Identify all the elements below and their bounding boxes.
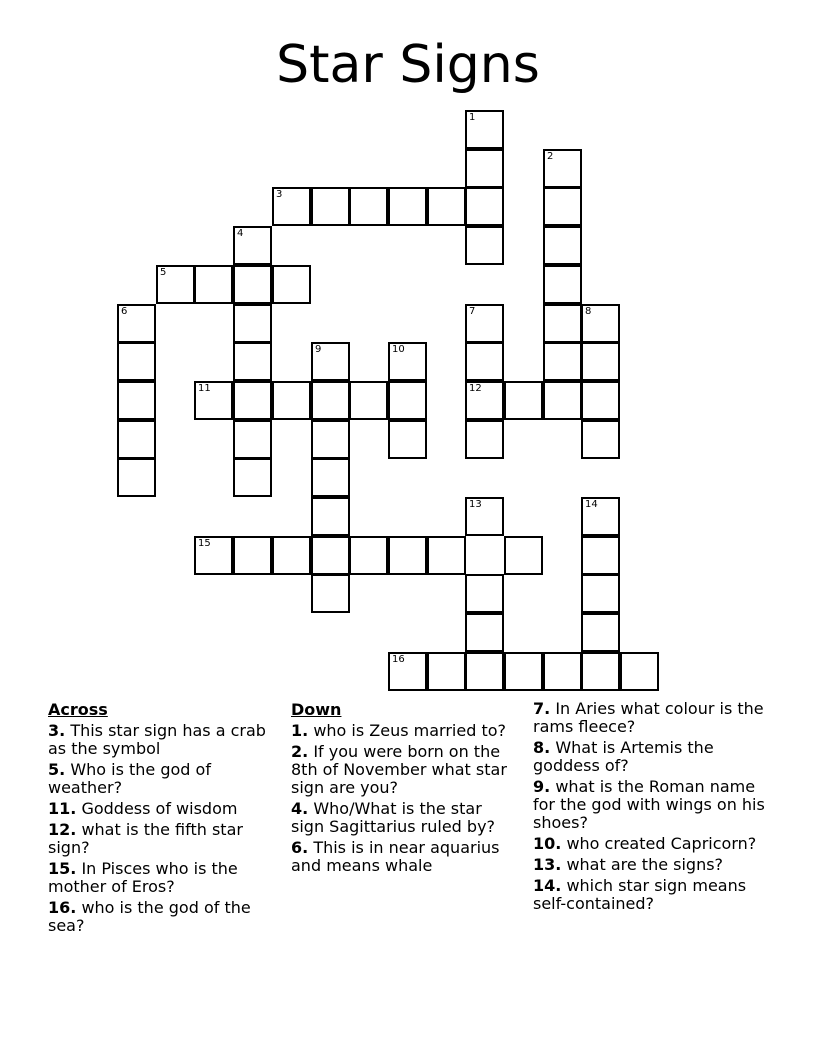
grid-cell[interactable] xyxy=(233,536,272,575)
clue-item xyxy=(48,761,280,797)
clue-number: 6. xyxy=(291,838,309,857)
clue-number: 16. xyxy=(48,898,77,917)
grid-cell[interactable] xyxy=(465,420,504,459)
clue-number: 16 xyxy=(392,654,405,665)
clue-number: 15 xyxy=(198,538,211,549)
grid-cell[interactable] xyxy=(465,342,504,381)
clue-item xyxy=(533,877,773,913)
grid-cell[interactable] xyxy=(388,381,427,420)
clue-item xyxy=(533,739,773,775)
grid-cell[interactable] xyxy=(388,187,427,226)
grid-cell[interactable] xyxy=(620,652,659,691)
grid-cell[interactable] xyxy=(504,652,543,691)
grid-cell[interactable] xyxy=(581,420,620,459)
grid-cell[interactable] xyxy=(272,187,311,226)
grid-cell[interactable] xyxy=(581,613,620,652)
grid-cell[interactable] xyxy=(581,381,620,420)
grid-cell[interactable] xyxy=(543,381,582,420)
clue-number: 8 xyxy=(585,306,592,317)
clue-number: 9 xyxy=(315,344,322,355)
grid-cell[interactable] xyxy=(272,381,311,420)
grid-cell[interactable] xyxy=(349,187,388,226)
down-clue-list-continued xyxy=(533,700,773,913)
clue-number: 8. xyxy=(533,738,551,757)
grid-cell[interactable] xyxy=(543,265,582,304)
clue-item xyxy=(291,800,516,836)
grid-cell[interactable] xyxy=(504,536,543,575)
grid-cell[interactable] xyxy=(349,381,388,420)
grid-cell[interactable] xyxy=(427,652,466,691)
clue-number: 12. xyxy=(48,820,77,839)
grid-cell[interactable] xyxy=(388,652,427,691)
clue-text: which star sign means self-contained? xyxy=(533,876,747,913)
clue-number: 6 xyxy=(121,306,128,317)
grid-cell[interactable] xyxy=(233,381,272,420)
grid-cell[interactable] xyxy=(465,149,504,188)
grid-cell[interactable] xyxy=(311,381,350,420)
clue-number: 5 xyxy=(160,267,167,278)
across-clues xyxy=(48,700,280,938)
grid-cell[interactable] xyxy=(465,574,504,613)
grid-cell[interactable] xyxy=(465,613,504,652)
clue-text: This star sign has a crab as the symbol xyxy=(48,721,266,758)
clue-number: 13 xyxy=(469,499,482,510)
clue-item xyxy=(48,899,280,935)
grid-cell[interactable] xyxy=(465,381,504,420)
clue-number: 14. xyxy=(533,876,562,895)
clue-text: what is the fifth star sign? xyxy=(48,820,243,857)
grid-cell[interactable] xyxy=(194,536,233,575)
grid-cell[interactable] xyxy=(117,381,156,420)
grid-cell[interactable] xyxy=(465,497,504,536)
clue-item xyxy=(533,700,773,736)
clue-number: 2. xyxy=(291,742,309,761)
clue-item xyxy=(291,839,516,875)
clue-item xyxy=(533,778,773,832)
grid-cell[interactable] xyxy=(543,226,582,265)
grid-cell[interactable] xyxy=(465,187,504,226)
clue-item xyxy=(48,860,280,896)
clue-number: 10 xyxy=(392,344,405,355)
grid-cell[interactable] xyxy=(272,265,311,304)
grid-cell[interactable] xyxy=(465,652,504,691)
grid-cell[interactable] xyxy=(581,652,620,691)
grid-cell[interactable] xyxy=(427,536,466,575)
clue-number: 12 xyxy=(469,383,482,394)
grid-cell[interactable] xyxy=(156,265,195,304)
grid-cell[interactable] xyxy=(581,497,620,536)
clue-number: 13. xyxy=(533,855,562,874)
grid-cell[interactable] xyxy=(427,187,466,226)
grid-cell[interactable] xyxy=(349,536,388,575)
grid-cell[interactable] xyxy=(117,458,156,497)
clue-number: 7. xyxy=(533,699,551,718)
clue-item xyxy=(291,722,516,740)
clue-number: 1 xyxy=(469,112,476,123)
clue-number: 9. xyxy=(533,777,551,796)
grid-cell[interactable] xyxy=(543,149,582,188)
clue-item xyxy=(291,743,516,797)
grid-cell[interactable] xyxy=(504,381,543,420)
grid-cell[interactable] xyxy=(465,226,504,265)
grid-cell[interactable] xyxy=(272,536,311,575)
clue-number: 15. xyxy=(48,859,77,878)
clue-text: Goddess of wisdom xyxy=(81,799,238,818)
clue-number: 1. xyxy=(291,721,309,740)
clue-text: Who is the god of weather? xyxy=(48,760,211,797)
grid-cell[interactable] xyxy=(581,342,620,381)
grid-cell[interactable] xyxy=(233,304,272,343)
grid-cell[interactable] xyxy=(311,536,350,575)
clue-text: What is Artemis the goddess of? xyxy=(533,738,714,775)
grid-cell[interactable] xyxy=(194,265,233,304)
clue-text: In Aries what colour is the rams fleece? xyxy=(533,699,764,736)
grid-cell[interactable] xyxy=(465,304,504,343)
clue-number: 4 xyxy=(237,228,244,239)
puzzle-title: Star Signs xyxy=(276,35,540,95)
clue-number: 10. xyxy=(533,834,562,853)
grid-cell[interactable] xyxy=(311,574,350,613)
clue-text: who is the god of the sea? xyxy=(48,898,251,935)
grid-cell[interactable] xyxy=(233,342,272,381)
grid-cell[interactable] xyxy=(581,304,620,343)
grid-cell[interactable] xyxy=(543,652,582,691)
across-clue-list xyxy=(48,722,280,935)
clue-text: Who/What is the star sign Sagittarius ruled by? xyxy=(291,799,496,836)
down-clues xyxy=(291,700,516,878)
grid-cell[interactable] xyxy=(117,342,156,381)
grid-cell[interactable] xyxy=(388,420,427,459)
clue-number: 3. xyxy=(48,721,66,740)
grid-cell[interactable] xyxy=(388,536,427,575)
down-clues-continued xyxy=(533,700,773,916)
clue-item xyxy=(533,856,773,874)
grid-cell[interactable] xyxy=(465,110,504,149)
grid-cell[interactable] xyxy=(311,458,350,497)
grid-cell[interactable] xyxy=(117,420,156,459)
grid-cell[interactable] xyxy=(311,497,350,536)
grid-cell[interactable] xyxy=(581,574,620,613)
grid-cell[interactable] xyxy=(194,381,233,420)
grid-cell[interactable] xyxy=(233,226,272,265)
clue-text: what are the signs? xyxy=(566,855,724,874)
clue-text: what is the Roman name for the god with wings on his shoes? xyxy=(533,777,765,832)
clue-text: In Pisces who is the mother of Eros? xyxy=(48,859,238,896)
grid-cell[interactable] xyxy=(543,304,582,343)
clue-number: 7 xyxy=(469,306,476,317)
clue-number: 4. xyxy=(291,799,309,818)
grid-cell[interactable] xyxy=(233,458,272,497)
clue-item xyxy=(533,835,773,853)
clue-item xyxy=(48,821,280,857)
clue-number: 5. xyxy=(48,760,66,779)
across-heading: Across xyxy=(48,700,108,719)
clue-number: 11 xyxy=(198,383,211,394)
grid-cell[interactable] xyxy=(233,420,272,459)
clue-number: 14 xyxy=(585,499,598,510)
grid-cell[interactable] xyxy=(543,342,582,381)
grid-cell[interactable] xyxy=(311,342,350,381)
clue-number: 11. xyxy=(48,799,77,818)
grid-cell[interactable] xyxy=(233,265,272,304)
grid-cell[interactable] xyxy=(117,304,156,343)
down-heading: Down xyxy=(291,700,342,719)
grid-cell[interactable] xyxy=(311,420,350,459)
clue-item xyxy=(48,800,280,818)
grid-cell[interactable] xyxy=(311,187,350,226)
grid-cell[interactable] xyxy=(581,536,620,575)
clue-number: 2 xyxy=(547,151,554,162)
grid-cell[interactable] xyxy=(543,187,582,226)
grid-cell[interactable] xyxy=(388,342,427,381)
clue-text: If you were born on the 8th of November what star sign are you? xyxy=(291,742,507,797)
clue-text: who created Capricorn? xyxy=(566,834,757,853)
clue-number: 3 xyxy=(276,189,283,200)
clue-text: who is Zeus married to? xyxy=(313,721,506,740)
clue-text: This is in near aquarius and means whale xyxy=(291,838,500,875)
down-clue-list xyxy=(291,722,516,875)
clue-item xyxy=(48,722,280,758)
